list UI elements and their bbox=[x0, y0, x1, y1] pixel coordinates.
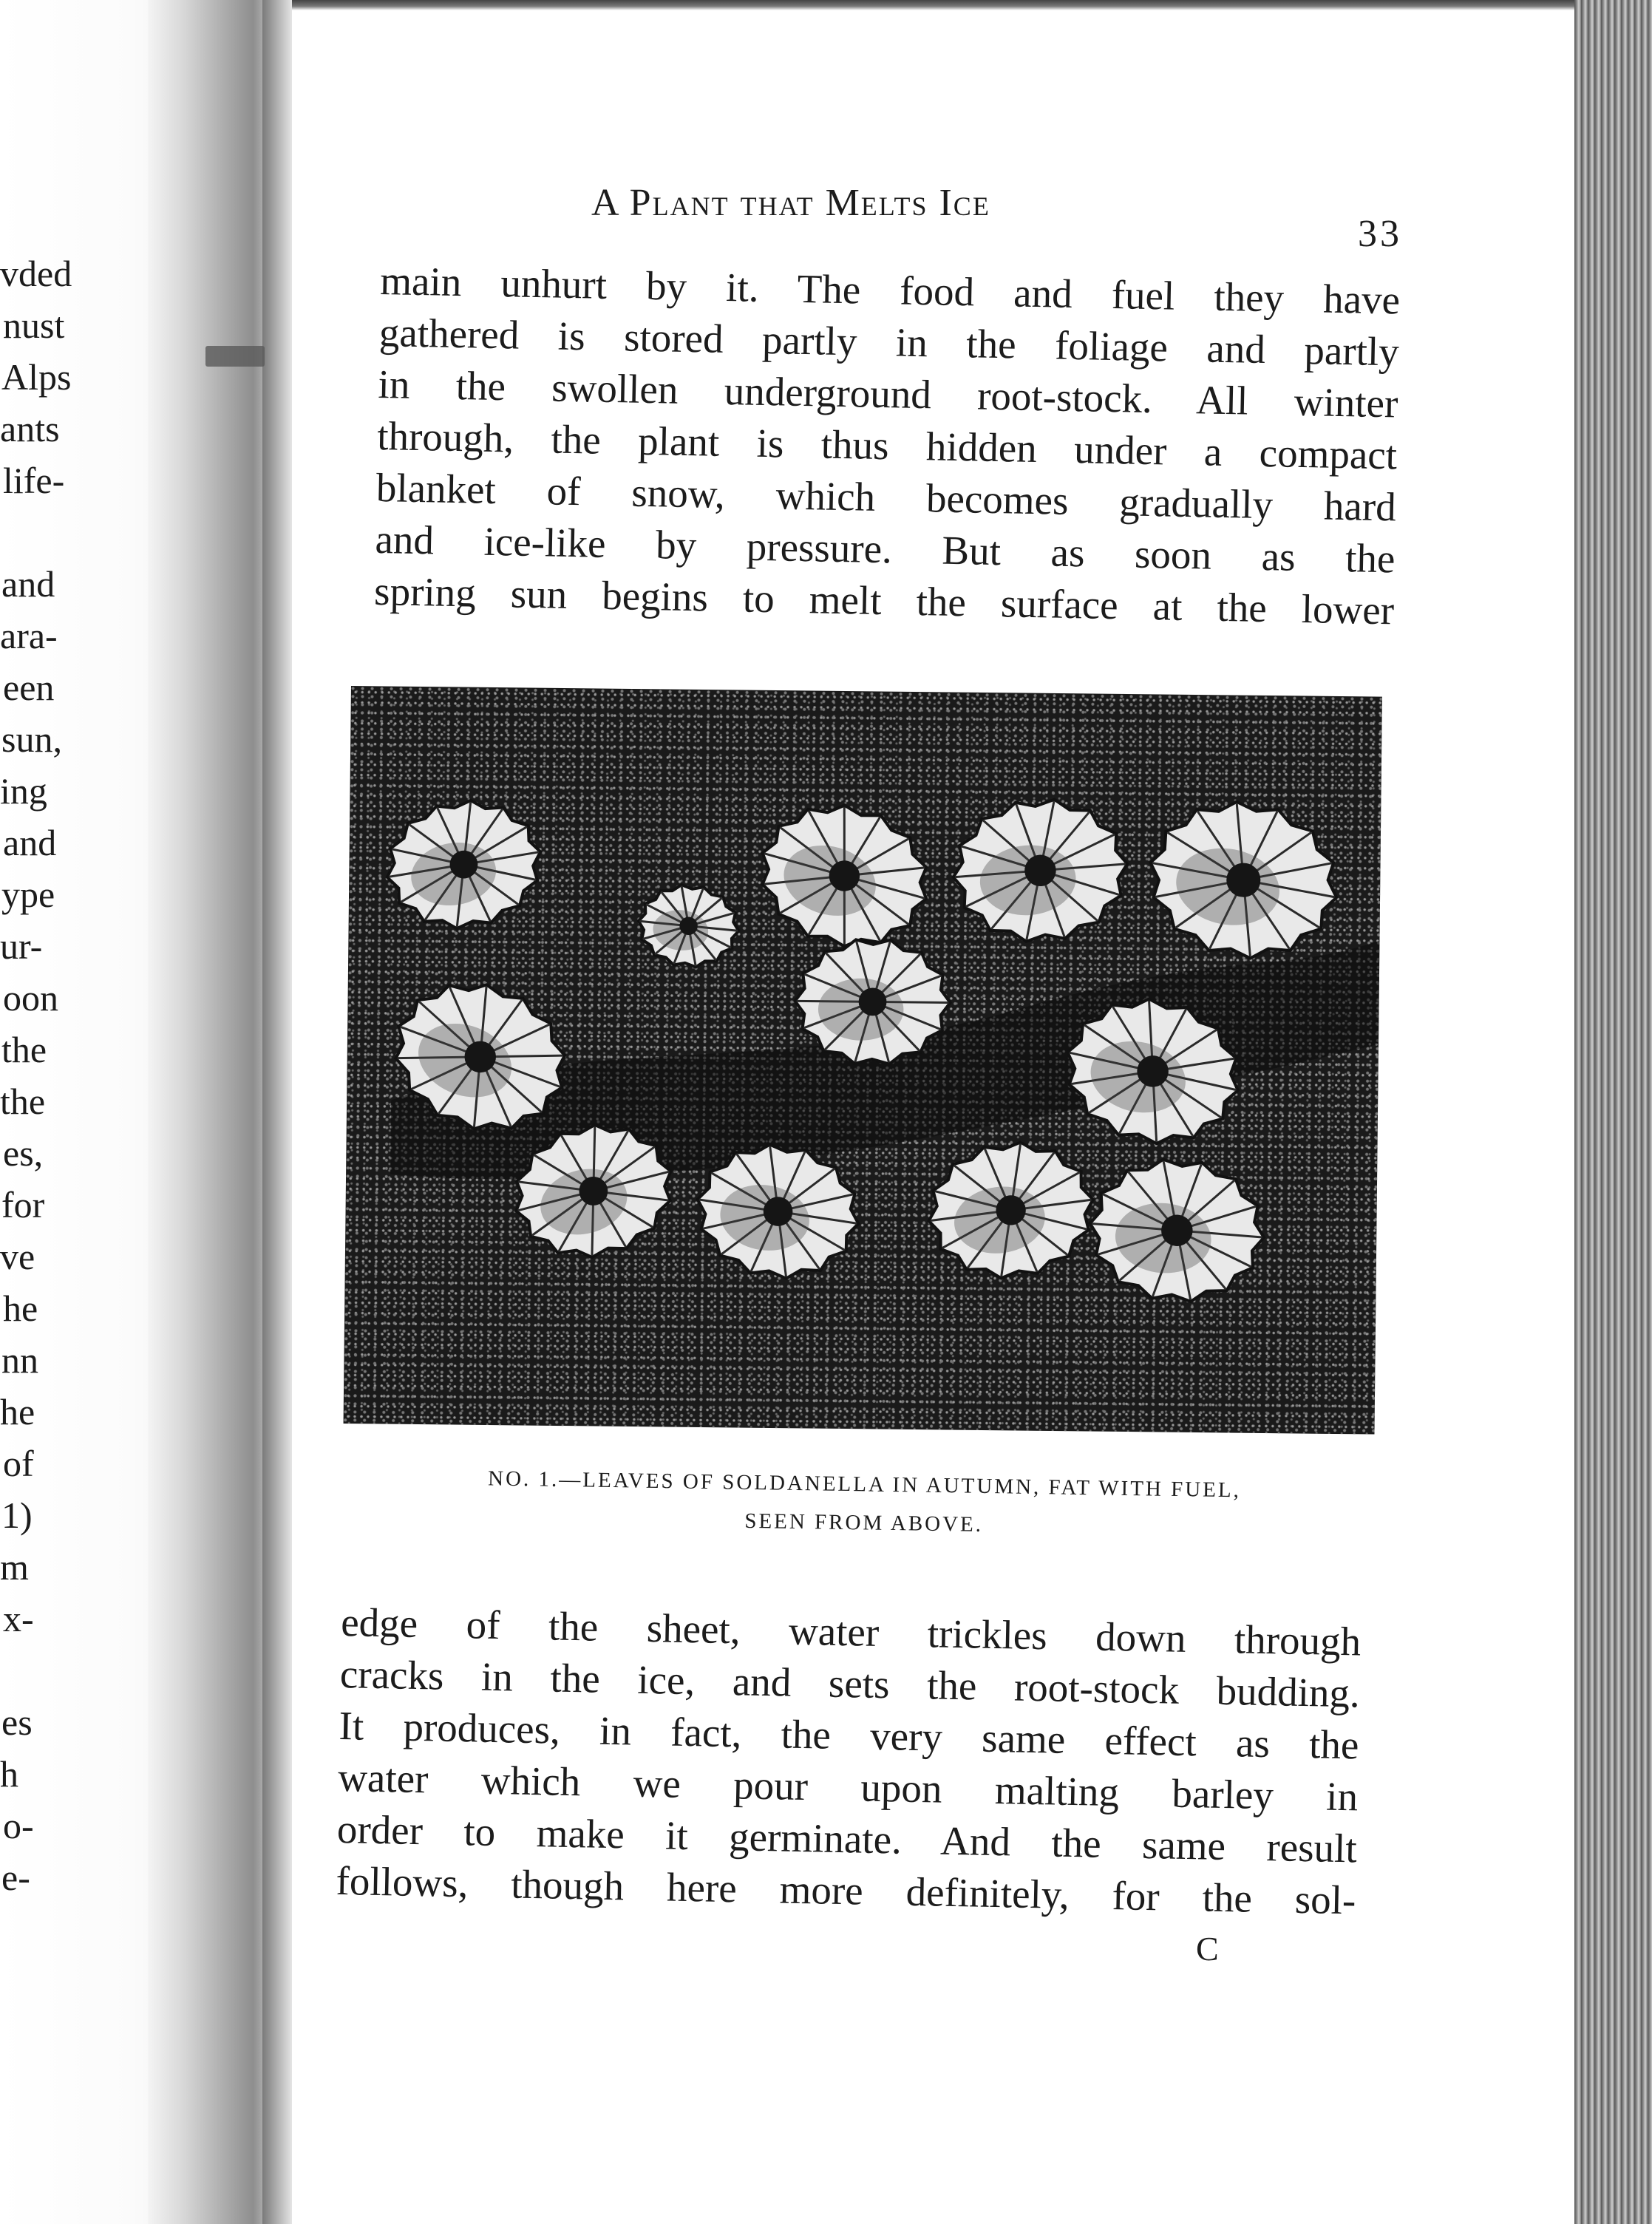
leaf bbox=[1137, 789, 1350, 972]
facing-page-fragment: the bbox=[1, 1029, 47, 1070]
facing-page-fragment: nust bbox=[3, 305, 65, 346]
facing-page-fragment: ur- bbox=[0, 925, 43, 967]
text-line: cracks in the ice, and sets the root-stock budding. bbox=[339, 1650, 1361, 1716]
text-line: edge of the sheet, water trickles down through bbox=[340, 1599, 1362, 1664]
page-header bbox=[591, 181, 1415, 255]
binding-clip bbox=[205, 346, 265, 367]
text-line: gathered is stored partly in the foliage and partly bbox=[378, 309, 1400, 375]
leaf bbox=[948, 795, 1133, 947]
text-line: It produces, in fact, the very same effect as the bbox=[339, 1702, 1359, 1768]
facing-page-fragment: he bbox=[3, 1288, 38, 1329]
gutter-shadow bbox=[262, 0, 296, 2224]
facing-page-fragment: ype bbox=[1, 874, 55, 915]
facing-page-fragment: and bbox=[3, 822, 57, 863]
signature-mark: C bbox=[1196, 1930, 1219, 1968]
caption-line: SEEN FROM ABOVE. bbox=[744, 1509, 984, 1537]
text-line: blanket of snow, which becomes gradually hard bbox=[375, 464, 1397, 530]
facing-page-fragment: ara- bbox=[0, 615, 58, 656]
text-line: through, the plant is thus hidden under a compact bbox=[376, 412, 1398, 478]
text-line: main unhurt by it. The food and fuel they have bbox=[379, 257, 1401, 323]
page-number: 33 bbox=[1358, 213, 1402, 255]
text-line: follows, though here more definitely, for the sol- bbox=[336, 1857, 1356, 1923]
facing-page-fragment: nn bbox=[1, 1339, 38, 1381]
facing-page-fragment: o- bbox=[3, 1805, 34, 1846]
facing-page-fragment: 1) bbox=[1, 1494, 33, 1536]
leaf-illustration bbox=[344, 686, 1382, 1435]
facing-page-fragment: ants bbox=[0, 408, 60, 449]
leaf bbox=[1084, 1154, 1269, 1307]
leaf bbox=[744, 788, 945, 965]
facing-page-fragment: h bbox=[0, 1753, 18, 1795]
facing-page-fragment: oon bbox=[3, 977, 58, 1019]
facing-page-fragment: of bbox=[3, 1443, 34, 1484]
facing-page-fragment: m bbox=[0, 1546, 29, 1588]
text-line: and ice-like by pressure. But as soon as the bbox=[375, 516, 1396, 582]
facing-page-fragment: ve bbox=[0, 1236, 35, 1277]
facing-page-fragment: vded bbox=[0, 253, 72, 294]
soldanella-leaves-engraving bbox=[344, 686, 1382, 1435]
paragraph-top bbox=[374, 255, 1401, 636]
facing-page-fragment: es, bbox=[3, 1132, 44, 1174]
facing-page-fragment: sun, bbox=[1, 718, 62, 760]
facing-page-fragment: he bbox=[0, 1391, 35, 1432]
leaf bbox=[920, 1134, 1101, 1286]
page-edges bbox=[1574, 0, 1652, 2224]
facing-page-fragment: the bbox=[0, 1081, 46, 1122]
facing-page-fragment: and bbox=[1, 563, 55, 605]
facing-page-fragment: ing bbox=[0, 770, 47, 812]
caption-line: NO. 1.—LEAVES OF SOLDANELLA IN AUTUMN, FAT WITH FUEL, bbox=[487, 1466, 1242, 1503]
text-line: spring sun begins to melt the surface at the lower bbox=[373, 568, 1395, 633]
text-line: in the swollen underground root-stock. All winter bbox=[378, 361, 1398, 426]
leaf bbox=[635, 881, 743, 971]
facing-page-fragment: es bbox=[1, 1701, 33, 1743]
running-head: A Plant that Melts Ice bbox=[591, 182, 990, 224]
facing-page-fragment: Alps bbox=[1, 356, 72, 398]
paragraph-bottom bbox=[336, 1596, 1362, 1926]
page-top-edge bbox=[292, 0, 1652, 10]
facing-page-fragment: e- bbox=[1, 1857, 30, 1898]
text-line: order to make it germinate. And the same result bbox=[336, 1806, 1358, 1871]
facing-page-fragment: life- bbox=[3, 460, 65, 501]
figure-caption bbox=[375, 1458, 1352, 1550]
text-line: water which we pour upon malting barley in bbox=[337, 1754, 1359, 1820]
leaf bbox=[377, 791, 551, 939]
facing-page-fragment: een bbox=[3, 667, 55, 708]
facing-page-fragment: x- bbox=[3, 1598, 34, 1639]
facing-page-fragment: for bbox=[1, 1184, 45, 1225]
